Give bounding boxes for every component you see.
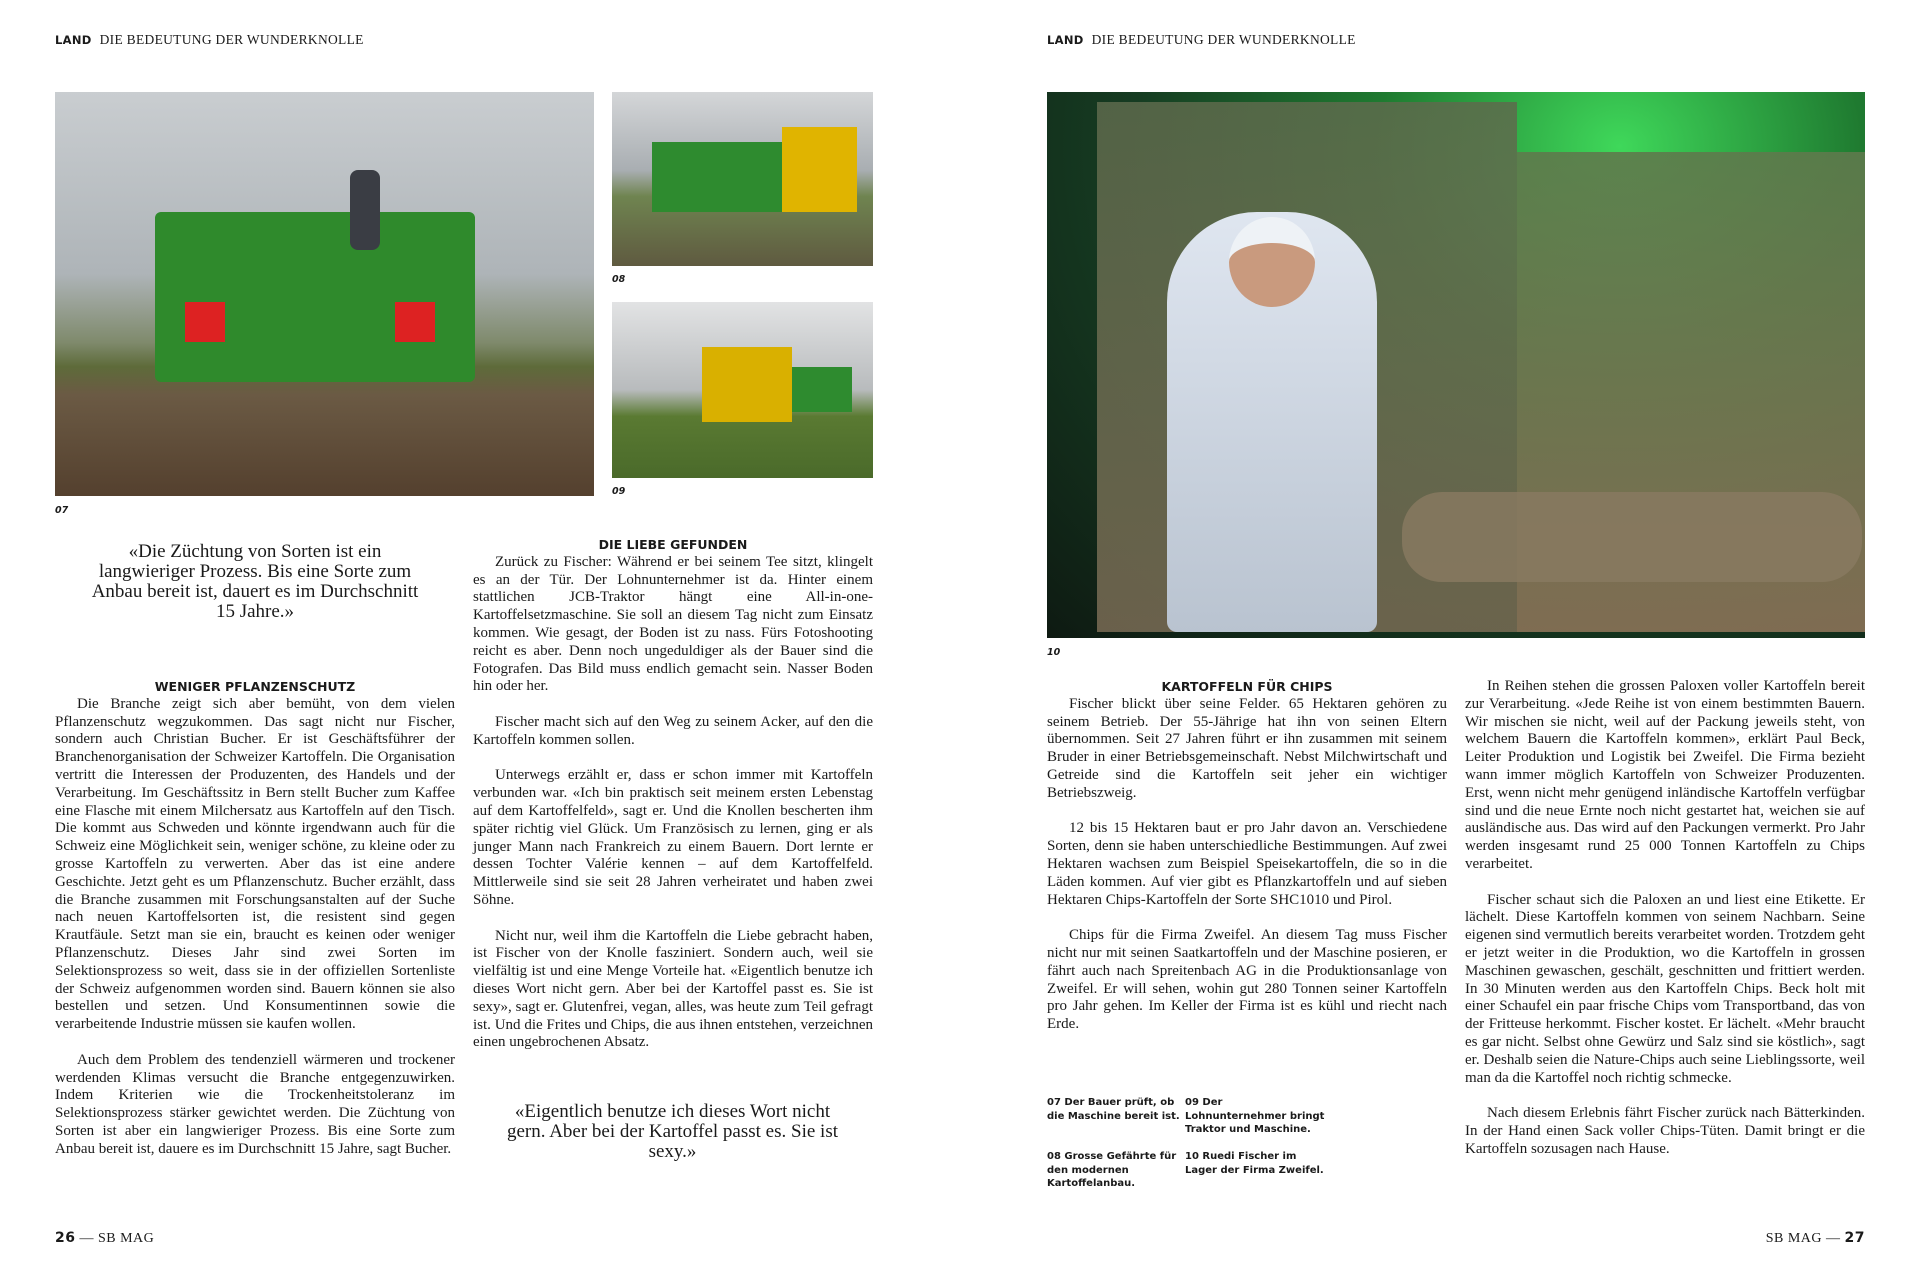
page-number: 26 (55, 1230, 76, 1246)
article-title: DIE BEDEUTUNG DER WUNDERKNOLLE (99, 32, 364, 47)
section-heading: KARTOFFELN FÜR CHIPS (1161, 679, 1333, 694)
worker-face (1229, 217, 1315, 307)
paragraph: Nicht nur, weil ihm die Kartoffeln die Liebe gebracht haben, ist Fischer von der Knolle fasziniert. Sondern auch, weil sie vielfältig ist und eine Menge Vorteile hat. «Eigentlich benutze ich dieses Wort nicht gern. Aber bei der Kartoffel passt es. Sie ist sexy», sagt er. Glutenfrei, vegan, alles, was heute zum Teil gefragt ist. Und die Frites und Chips, die aus ihnen entstehen, verzeichnen einen ungebrochenen Absatz. (473, 927, 873, 1051)
photo-label: 10 (1047, 647, 1061, 658)
text-column (55, 678, 455, 1176)
photo-09-tractor (612, 302, 873, 478)
pull-quote: «Eigentlich benutze ich dieses Wort nicht gern. Aber bei der Kartoffel passt es. Sie ist sexy.» (506, 1101, 838, 1162)
paragraph: Auch dem Problem des tendenziell wärmeren und trockener werdenden Klimas versucht die Branche entgegenzuwirken. Indem Kriterien wie die Trockenheitstoleranz im Selektionsprozess stärker gewichtet werden. Die Züchtung von Sorten ist aber ein langwieriger Prozess. Bis eine Sorte zum Anbau bereit ist, dauere es im Durchschnitt 15 Jahre, sagt Bucher. (55, 1051, 455, 1157)
magazine-name: SB MAG (97, 1231, 155, 1246)
article-title: DIE BEDEUTUNG DER WUNDERKNOLLE (1091, 32, 1356, 47)
photo-07-planting-machine (55, 92, 594, 496)
yellow-tractor (702, 347, 792, 422)
photo-label: 08 (612, 274, 626, 285)
photo-label: 07 (55, 505, 69, 516)
green-machine (652, 142, 782, 212)
text-column (473, 536, 873, 1070)
paragraph: Zurück zu Fischer: Während er bei seinem Tee sitzt, klingelt es an der Tür. Der Lohnunternehmer ist da. Hinter einem stattlichen JCB-Traktor hängt eine All-in-one-Kartoffelsetzmaschine. Sie soll an diesem Tag nicht zum Einsatz kommen. Wie gesagt, der Boden ist zu nass. Fürs Fotoshooting reicht es aber. Denn noch ungeduldiger als der Bauer sind die Fotografen. Das Bild muss endlich gemacht sein. Nasser Boden hin oder her. (473, 553, 873, 695)
footer-right: SB MAG — 27 (1765, 1230, 1865, 1246)
photo-caption: 10 Ruedi Fischer im Lager der Firma Zweifel. (1185, 1151, 1324, 1176)
photo-caption: 08 Grosse Gefährte für den modernen Kartoffelanbau. (1047, 1151, 1177, 1189)
paragraph: Chips für die Firma Zweifel. An diesem Tag muss Fischer nicht nur mit seinen Saatkartoffeln und der Maschine posieren, er fährt auch nach Spreitenbach AG in die Produktionsanlage von Zweifel. Er will sehen, wohin gut 280 Tonnen seiner Kartoffeln pro Jahr gehen. Im Keller der Firma ist es kühl und riecht nach Erde. (1047, 927, 1447, 1033)
paragraph: Fischer macht sich auf den Weg zu seinem Acker, auf den die Kartoffeln kommen sollen. (473, 713, 873, 748)
yellow-tractor (782, 127, 857, 212)
warning-sign (185, 302, 225, 342)
paragraph: Die Branche zeigt sich aber bemüht, von dem vielen Pflanzenschutz wegzukommen. Das sagt nicht nur Fischer, sondern auch Christian Bucher. Er ist Geschäftsführer der Branchenorganisation der Schweizer Kartoffeln. Die Organisation vertritt die Interessen der Produzenten, des Handels und der Verarbeitung. Im Geschäftssitz in Bern stellt Bucher zum Kaffee eine Flasche mit einem Milchersatz aus Kartoffeln auf den Tisch. Die kommt aus Schweden und könnte irgendwann auch für die Schweiz eine Möglichkeit sein, weniger schöne, zu kleine oder zu grosse Kartoffeln zu verwerten. Aber das ist eine andere Geschichte. Jetzt geht es um Pflanzenschutz. Bucher erzählt, dass die Branche zusammen mit Forschungsanstalten auf der Suche nach neuen Kartoffelsorten ist, die resistent sind gegen Krautfäule. Setzt man sie ein, braucht es keinen oder weniger Pflanzenschutz. Dieses Jahr sind zwei Sorten im Selektionsprozess so weit, dass sie in der offiziellen Sortenliste der Schweiz aufgenommen worden sind. Bauern können sie also bestellen und setzen. Und Konsumentinnen sowie die verarbeitende Industrie müssen sie kaufen wollen. (55, 695, 455, 1033)
potatoes (1402, 492, 1862, 582)
photo-caption: 07 Der Bauer prüft, ob die Maschine bereit ist. (1047, 1097, 1180, 1122)
paragraph: Nach diesem Erlebnis fährt Fischer zurück nach Bätterkinden. In der Hand einen Sack voller Chips-Tüten. Damit bringt er die Kartoffeln sozusagen nach Hause. (1465, 1105, 1865, 1157)
page-number: 27 (1844, 1230, 1865, 1246)
pull-quote: «Die Züchtung von Sorten ist ein langwieriger Prozess. Bis eine Sorte zum Anbau bereit ist, dauert es im Durchschnitt 15 Jahre.» (91, 541, 419, 622)
paragraph: Unterwegs erzählt er, dass er schon immer mit Kartoffeln verbunden war. «Ich bin praktisch seit meinem ersten Lebenstag auf dem Kartoffelfeld», sagt er. Und die Knollen bescherten ihm später richtig viel Glück. Um Französisch zu lernen, ging er als junger Mann nach Frankreich zu einem Bauern. Dort lernte er dessen Tochter Valérie kennen – auf dem Kartoffelfeld. Mittlerweile sind sie seit 28 Jahren verheiratet und haben zwei Söhne. (473, 767, 873, 908)
section-label: LAND (1047, 33, 1084, 47)
paragraph: In Reihen stehen die grossen Paloxen voller Kartoffeln bereit zur Verarbeitung. «Jede Reihe ist von einem bestimmten Bauern. Wir mischen sie nicht, weil auf der Packung jeweils steht, von welchem Bauern die Kartoffeln kommen», erklärt Paul Beck, Leiter Produktion und Logistik bei Zweifel. Die Firma bezieht wann immer möglich Kartoffeln von Schweizer Produzenten. Erst, wenn nicht mehr genügend inländische Kartoffeln verfügbar sind und die neue Ernte noch nicht gestartet hat, weichen sie auf ausländische aus. Das wird auf den Packungen vermerkt. Pro Jahr werden insgesamt rund 25 000 Tonnen Kartoffeln zu Chips verarbeitet. (1465, 678, 1865, 872)
running-header-left (55, 32, 364, 48)
section-heading: WENIGER PFLANZENSCHUTZ (154, 679, 356, 694)
paragraph: Fischer schaut sich die Paloxen an und liest eine Etikette. Er lächelt. Diese Kartoffeln kommen von seinem Nachbarn. Seine eigenen sind vermutlich bereits verarbeitet worden. Trotzdem geht er jetzt weiter in die Produktion, wo die Kartoffeln in grossen Maschinen gewaschen, geschält, geschnitten und frittiert werden. In 30 Minuten werden aus den Kartoffeln Chips. Beck holt mit einer Schaufel ein paar frische Chips vom Transportband, das von der Fritteuse herkommt. Fischer kostet. Er lächelt. «Mehr braucht es gar nicht. Selbst ohne Gewürz und Salz sind sie köstlich», sagt er. Deshalb seien die Nature-Chips auch seine Lieblingssorte, weil man da die Kartoffel noch richtig schmecke. (1465, 891, 1865, 1086)
photo-10-warehouse (1047, 92, 1865, 638)
paragraph: 12 bis 15 Hektaren baut er pro Jahr davon an. Verschiedene Sorten, denn sie haben unterschiedliche Bestimmungen. Auf zwei Hektaren wachsen zum Beispiel Speisekartoffeln, die so in die Läden kommen. Auf vier gibt es Pflanzkartoffeln und auf sieben Hektaren Chips-Kartoffeln der Sorte SHC1010 und Pirol. (1047, 820, 1447, 908)
photo-caption: 09 Der Lohnunternehmer bringt Traktor und Maschine. (1185, 1097, 1325, 1135)
text-column (1047, 678, 1447, 1052)
farmer-figure (350, 170, 380, 250)
photo-08-tractor (612, 92, 873, 266)
warning-sign (395, 302, 435, 342)
photo-label: 09 (612, 486, 626, 497)
running-header-right (1047, 32, 1356, 48)
section-label: LAND (55, 33, 92, 47)
magazine-name: SB MAG (1765, 1231, 1823, 1246)
text-column (1465, 678, 1865, 1176)
section-heading: DIE LIEBE GEFUNDEN (598, 537, 748, 552)
green-machine (155, 212, 475, 382)
footer-left: 26 — SB MAG (55, 1230, 155, 1246)
paragraph: Fischer blickt über seine Felder. 65 Hektaren gehören zu seinem Betrieb. Der 55-Jährige hat ihn von seinen Eltern übernommen. Seit 27 Jahren führt er ihn zusammen mit seinem Bruder in einer Betriebsgemeinschaft. Nebst Milchwirtschaft und Getreide sind die Kartoffeln seit jeher ein wichtiger Betriebszweig. (1047, 695, 1447, 801)
green-machine (792, 367, 852, 412)
